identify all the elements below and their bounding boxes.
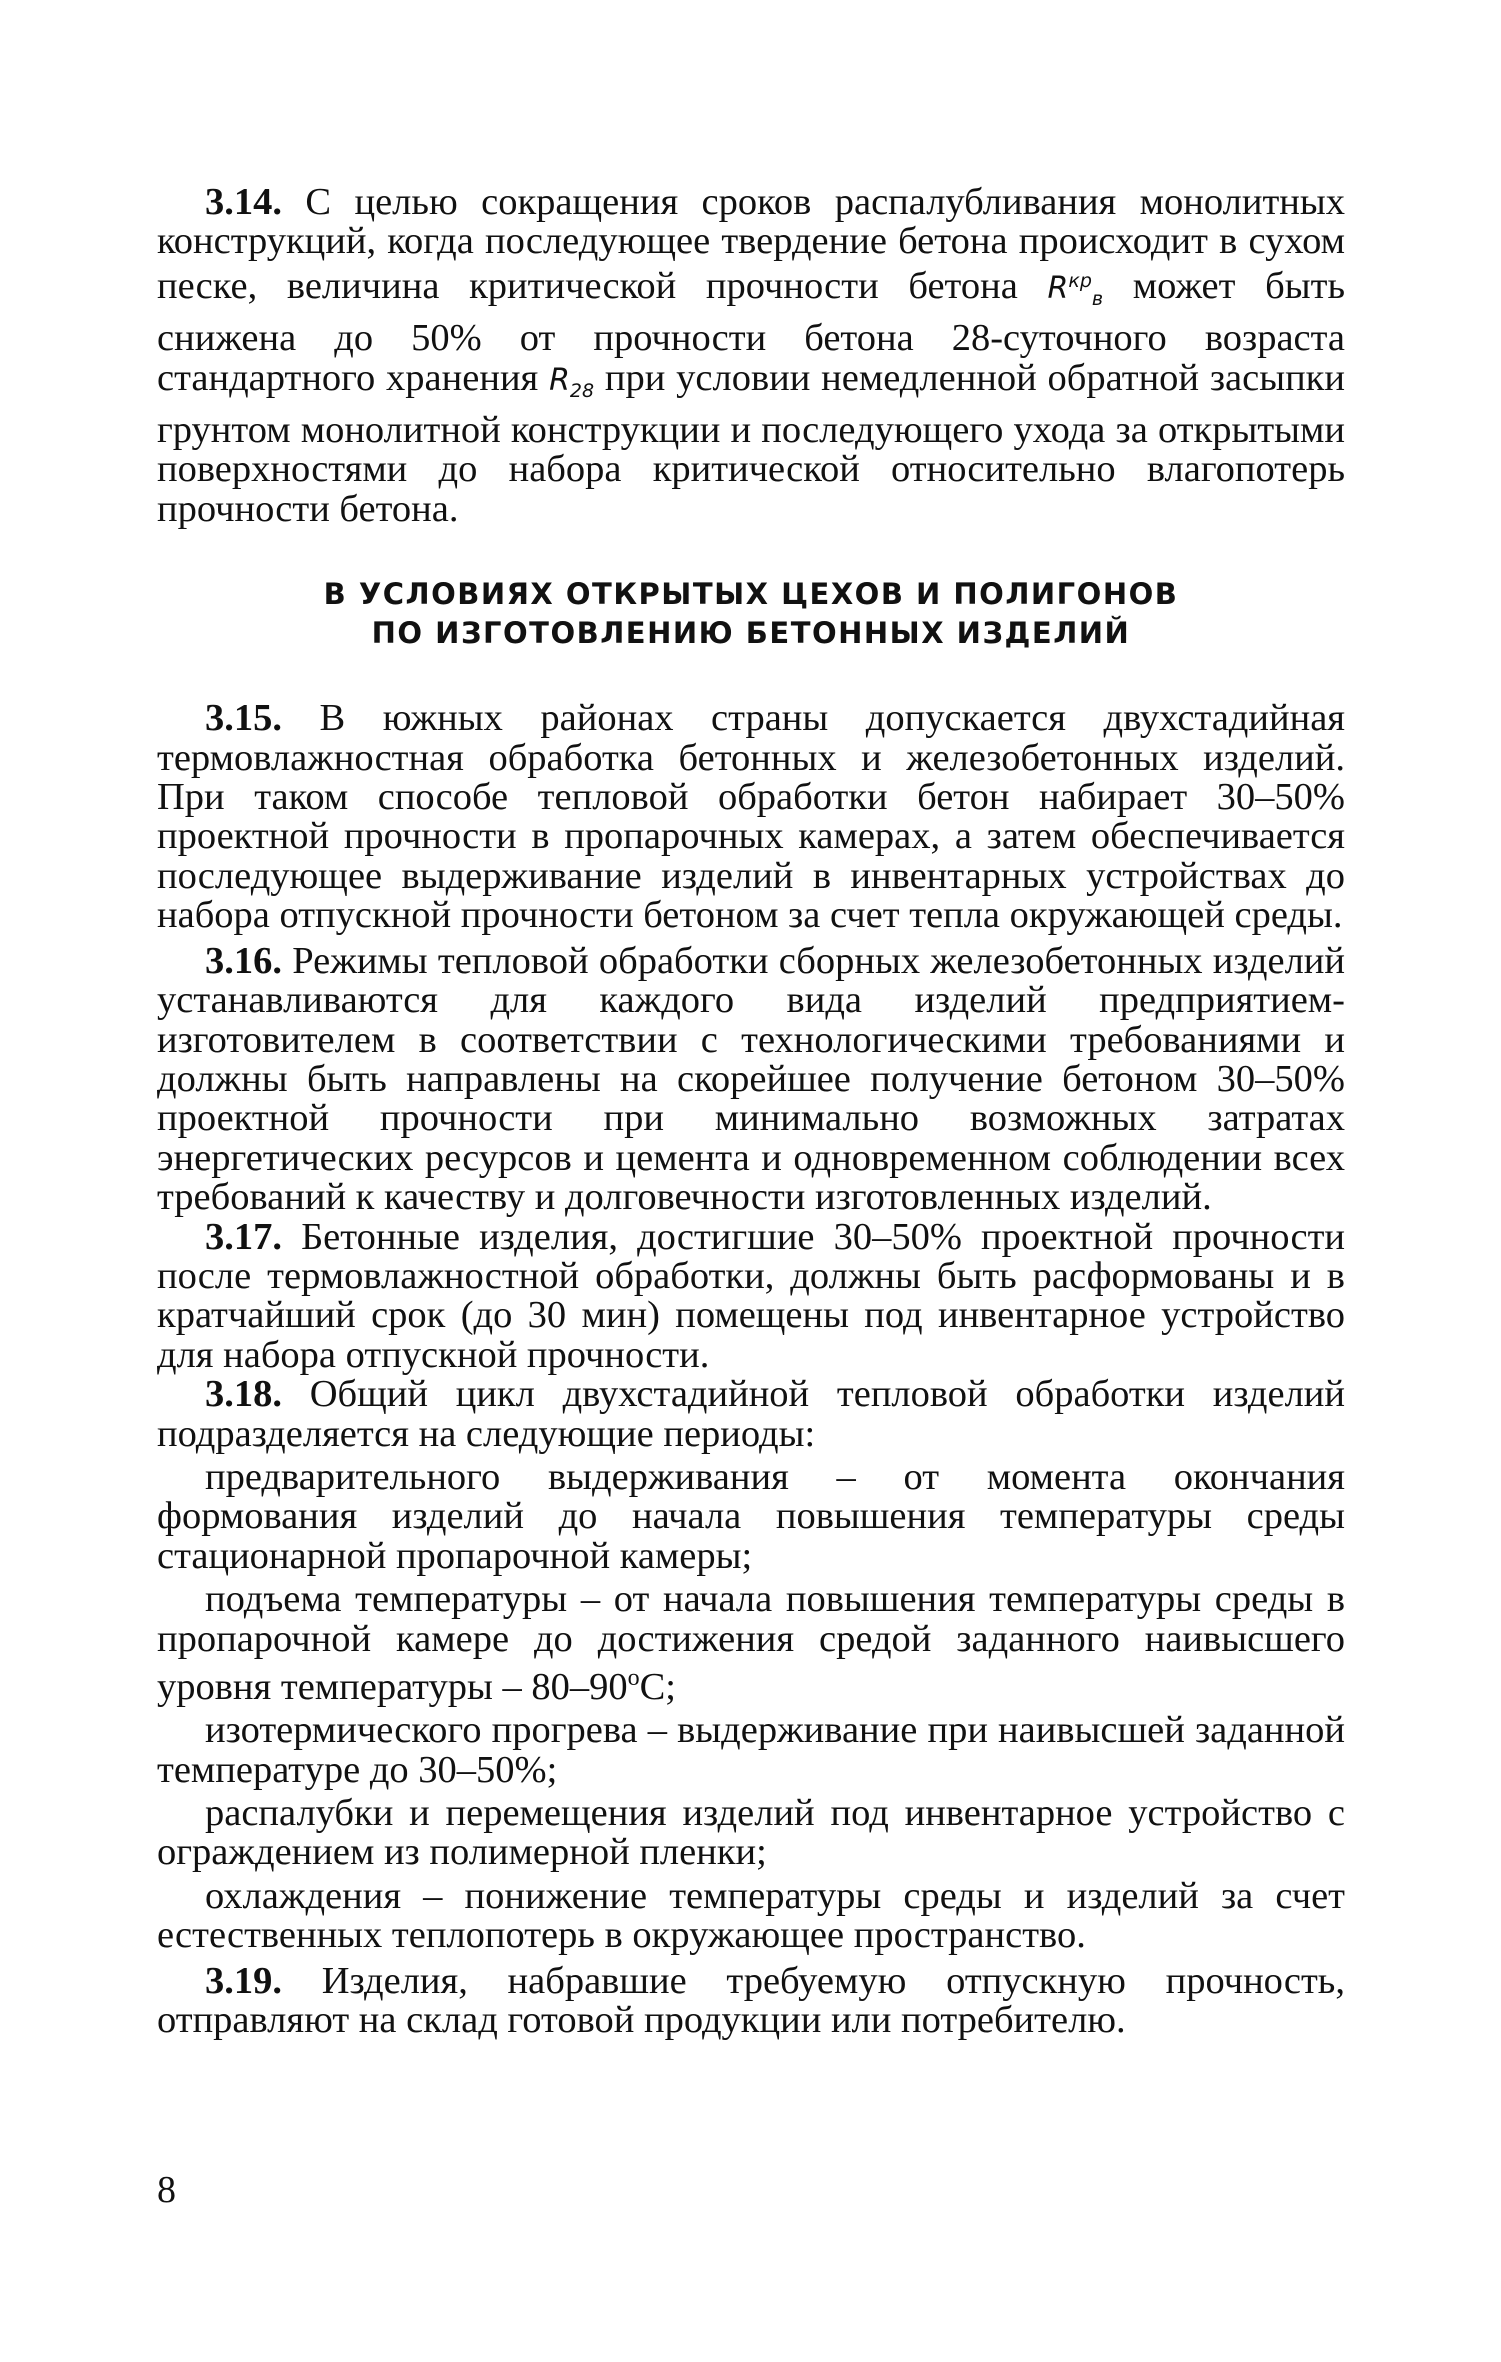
heading-line-2: ПО ИЗГОТОВЛЕНИЮ БЕТОННЫХ ИЗДЕЛИЙ xyxy=(371,616,1131,651)
paragraph-text: В южных районах страны допускается двухстадийная термовлажностная обработка бетонных и железобетонных изделий. При таком способе тепловой обработки бетон набирает 30–50% проектной прочности в пропарочных камерах, а затем обеспечивается последующее выдерживание изделий в инвентарных устройствах до набора отпускной прочности бетоном за счет тепла окружающей среды. xyxy=(157,697,1345,937)
paragraph-3-14 xyxy=(157,183,1345,529)
section-number: 3.16. xyxy=(205,939,282,982)
paragraph-3-18 xyxy=(157,1375,1345,1454)
section-number: 3.19. xyxy=(205,1959,282,2002)
paragraph-text: Режимы тепловой обработки сборных железобетонных изделий устанавливаются для каждого вида изделий предприятием-изготовителем в соответствии с технологическими требованиями и должны быть направлены на скорейшее получение бетоном 30–50% проектной прочности при минимально возможных затратах энергетических ресурсов и цемента и одновременном соблюдении всех требований к качеству и долговечности изготовленных изделий. xyxy=(157,939,1345,1219)
symbol-r-28: $R_{28}$ xyxy=(549,362,595,402)
heading-line-1: В УСЛОВИЯХ ОТКРЫТЫХ ЦЕХОВ И ПОЛИГОНОВ xyxy=(323,577,1179,612)
paragraph-text: Бетонные изделия, достигшие 30–50% проектной прочности после термовлажностной обработки, должны быть расформованы и в кратчайший срок (до 30 мин) помещены под инвентарное устройство для набора отпускной прочности. xyxy=(157,1215,1345,1376)
section-number: 3.18. xyxy=(205,1373,282,1416)
section-heading xyxy=(157,575,1345,653)
degree-sign: о xyxy=(627,1665,640,1691)
paragraph-3-19 xyxy=(157,1959,1345,2042)
list-item: распалубки и перемещения изделий под инвентарное устройство с ограждением из полимерной пленки; xyxy=(157,1792,1345,1874)
document-page xyxy=(157,183,1345,2040)
section-number: 3.14. xyxy=(205,181,282,223)
paragraph-3-17 xyxy=(157,1215,1345,1376)
paragraph-text: при условии немедленной обратной засыпки грунтом монолитной конструкции и последующего ухода за открытыми поверхностями до набора критической относительно влагопотерь прочности бетона. xyxy=(157,356,1345,530)
symbol-r-kr-v: $R^{кр}_в$ xyxy=(1047,269,1104,310)
paragraph-3-16 xyxy=(157,939,1345,1219)
paragraph-3-15 xyxy=(157,699,1345,935)
paragraph-text: Общий цикл двухстадийной тепловой обработки изделий подразделяется на следующие периоды: xyxy=(157,1373,1345,1455)
paragraph-text: Изделия, набравшие требуемую отпускную прочность, отправляют на склад готовой продукции или потребителю. xyxy=(157,1959,1345,2042)
page-number: 8 xyxy=(157,2169,176,2211)
list-item: предварительного выдерживания – от момента окончания формования изделий до начала повышения температуры среды стационарной пропарочной камеры; xyxy=(157,1455,1345,1577)
list-item: охлаждения – понижение температуры среды и изделий за счет естественных теплопотерь в окружающее пространство. xyxy=(157,1874,1345,1957)
list-item: изотермического прогрева – выдерживание при наивысшей заданной температуре до 30–50%; xyxy=(157,1709,1345,1791)
section-number: 3.15. xyxy=(205,697,282,740)
paragraph-text: С целью сокращения сроков распалубливания монолитных конструкций, когда последующее твердение бетона происходит в сухом песке, величина критической прочности бетона xyxy=(157,181,1345,307)
list-item xyxy=(157,1580,1345,1707)
paragraph-text: может быть снижена до 50% от прочности бетона 28-суточного возраста стандартного хранения xyxy=(157,264,1345,399)
list-item-text: подъема температуры – от начала повышения температуры среды в пропарочной камере до достижения средой заданного наивысшего уровня температуры – 80–90 xyxy=(157,1578,1345,1708)
section-number: 3.17. xyxy=(205,1215,282,1258)
degree-unit: С; xyxy=(639,1665,677,1708)
